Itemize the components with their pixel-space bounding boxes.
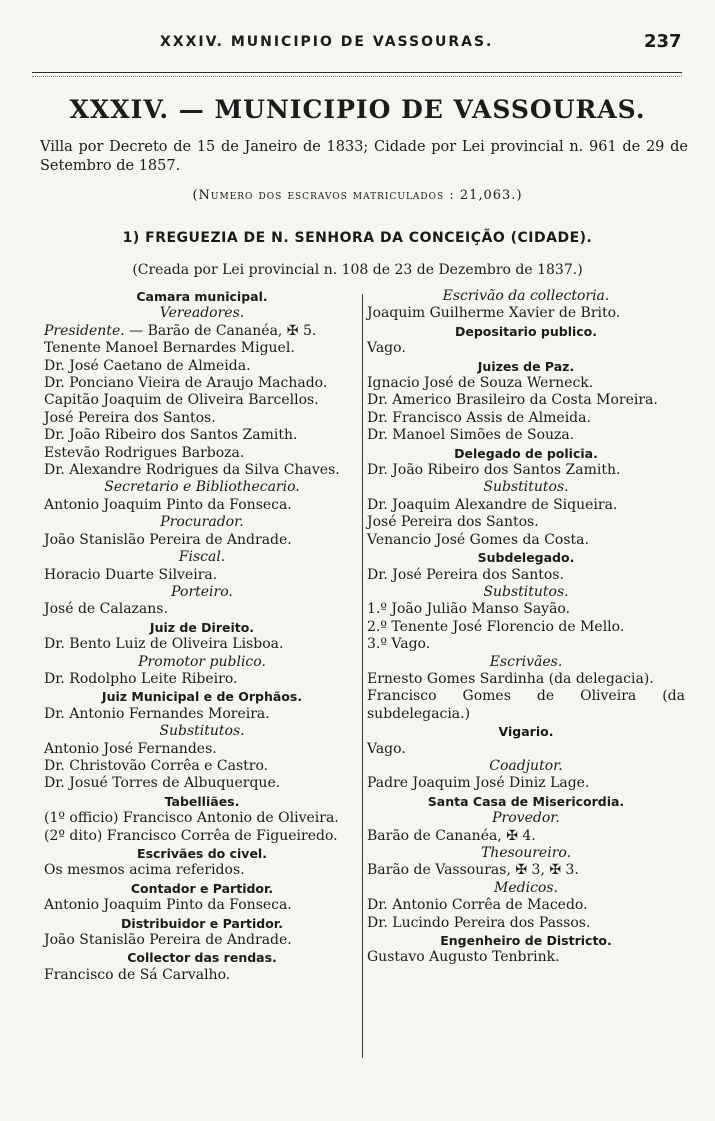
section-subheading: Medicos.: [494, 879, 558, 896]
chapter-title: XXXIV. — MUNICIPIO DE VASSOURAS.: [69, 95, 646, 124]
list-item: Barão de Cananéa, ✠ 4.: [367, 827, 536, 844]
list-item: Antonio José Fernandes.: [44, 740, 217, 757]
page-number: 237: [644, 31, 682, 52]
list-item: Dr. Antonio Fernandes Moreira.: [44, 705, 270, 722]
list-item: (1º officio) Francisco Antonio de Oliveira.: [44, 810, 339, 827]
list-item: 1.º João Julião Manso Sayão.: [367, 601, 571, 618]
list-item: José de Calazans.: [44, 601, 168, 618]
section-heading: Juiz de Direito.: [149, 619, 255, 635]
list-item: Vago.: [367, 340, 406, 357]
list-item: Padre Joaquim José Diniz Lage.: [367, 775, 590, 792]
section-heading: Distribuidor e Partidor.: [121, 915, 283, 931]
section-heading: Camara municipal.: [136, 289, 268, 304]
section-heading: Delegado de policia.: [454, 445, 598, 461]
list-item: Dr. Ponciano Vieira de Araujo Machado.: [44, 375, 328, 392]
parish-note: (Creada por Lei provincial n. 108 de 23 de Dezembro de 1837.): [132, 262, 583, 278]
header-rule-dotted: [32, 76, 682, 77]
list-item: 2.º Tenente José Florencio de Mello.: [367, 618, 625, 635]
header-rule: [32, 72, 682, 73]
section-heading: Collector das rendas.: [127, 950, 277, 966]
section-subheading: Escrivão da collectoria.: [442, 288, 610, 304]
list-item: José Pereira dos Santos.: [367, 514, 539, 531]
list-item: Dr. Antonio Corrêa de Macedo.: [367, 897, 588, 914]
section-heading: Subdelegado.: [477, 550, 575, 566]
running-header: [0, 31, 715, 54]
list-item: Dr. Josué Torres de Albuquerque.: [44, 775, 281, 792]
section-subheading: Porteiro.: [171, 583, 233, 600]
section-subheading: Substitutos.: [159, 723, 245, 740]
list-item: Joaquim Guilherme Xavier de Brito.: [367, 305, 621, 322]
section-heading: Escrivães do civel.: [137, 846, 267, 861]
list-item: Vago.: [367, 740, 406, 757]
list-item: Dr. Francisco Assis de Almeida.: [367, 409, 591, 426]
section-subheading: Fiscal.: [178, 549, 226, 566]
section-heading: Juizes de Paz.: [477, 358, 575, 374]
list-item: Antonio Joaquim Pinto da Fonseca.: [44, 897, 292, 914]
chapter-intro: Villa por Decreto de 15 de Janeiro de 1833; Cidade por Lei provincial n. 961 de 29 de Setembro de 1857.: [40, 139, 688, 174]
list-item: Dr. João Ribeiro dos Santos Zamith.: [367, 462, 621, 479]
left-column: [44, 288, 360, 984]
list-item: Dr. José Caetano de Almeida.: [44, 357, 251, 374]
section-subheading: Procurador.: [160, 514, 244, 531]
list-item: Dr. João Ribeiro dos Santos Zamith.: [44, 427, 298, 444]
section-heading: Depositario publico.: [454, 323, 598, 339]
list-item: Dr. Americo Brasileiro da Costa Moreira.: [367, 392, 658, 409]
section-subheading: Substitutos.: [483, 583, 569, 600]
list-item: Ernesto Gomes Sardinha (da delegacia).: [367, 670, 654, 687]
section-subheading: Substitutos.: [483, 479, 569, 496]
list-item: Dr. Lucindo Pereira dos Passos.: [367, 914, 591, 931]
section-heading: Contador e Partidor.: [130, 880, 274, 896]
section-heading: Tabelliães.: [164, 793, 240, 809]
section-subheading: Thesoureiro.: [480, 845, 572, 861]
parish-title: 1) FREGUEZIA DE N. SENHORA DA CONCEIÇÃO (CIDADE).: [122, 230, 593, 246]
list-item: Barão de Vassouras, ✠ 3, ✠ 3.: [367, 862, 579, 879]
section-heading: Vigario.: [498, 724, 554, 740]
list-item: Dr. Rodolpho Leite Ribeiro.: [44, 670, 238, 687]
list-item: 3.º Vago.: [367, 636, 431, 653]
running-title: XXXIV. MUNICIPIO DE VASSOURAS.: [160, 34, 494, 50]
section-subheading: Escrivães.: [489, 653, 563, 670]
section-heading: Engenheiro de Districto.: [440, 933, 612, 949]
slaves-note: (Numero dos escravos matriculados : 21,063.): [192, 188, 523, 203]
list-item: Dr. José Pereira dos Santos.: [367, 566, 564, 583]
list-item: João Stanislão Pereira de Andrade.: [44, 531, 292, 548]
list-item: Dr. Christovão Corrêa e Castro.: [44, 757, 269, 774]
list-item: Estevão Rodrigues Barboza.: [44, 444, 245, 461]
list-item: Gustavo Augusto Tenbrink.: [367, 949, 560, 966]
list-item: Tenente Manoel Bernardes Miguel.: [44, 340, 295, 357]
section-heading: Santa Casa de Misericordia.: [427, 793, 625, 809]
list-item: José Pereira dos Santos.: [44, 409, 216, 426]
list-item: Os mesmos acima referidos.: [44, 862, 245, 879]
section-subheading: Vereadores.: [159, 305, 245, 322]
list-item: Capitão Joaquim de Oliveira Barcellos.: [44, 392, 319, 409]
right-column: [367, 288, 685, 967]
role-label: Presidente.: [44, 322, 125, 339]
list-item: [44, 323, 360, 340]
section-subheading: Provedor.: [492, 810, 560, 827]
section-subheading: Secretario e Bibliothecario.: [104, 479, 300, 496]
section-subheading: Promotor publico.: [138, 653, 266, 670]
list-item: Francisco Gomes de Oliveira (da subdelegacia.): [367, 688, 685, 722]
list-item: Horacio Duarte Silveira.: [44, 566, 218, 583]
entry-text: — Barão de Cananéa, ✠ 5.: [129, 322, 317, 339]
list-item: Venancio José Gomes da Costa.: [367, 531, 589, 548]
section-subheading: Coadjutor.: [489, 757, 563, 774]
list-item: Antonio Joaquim Pinto da Fonseca.: [44, 496, 292, 513]
list-item: Dr. Alexandre Rodrigues da Silva Chaves.: [44, 462, 340, 479]
list-item: Ignacio José de Souza Werneck.: [367, 375, 594, 392]
section-heading: Juiz Municipal e de Orphãos.: [101, 689, 303, 705]
list-item: João Stanislão Pereira de Andrade.: [44, 932, 292, 949]
list-item: Dr. Bento Luiz de Oliveira Lisboa.: [44, 636, 284, 653]
list-item: Francisco de Sá Carvalho.: [44, 966, 231, 983]
list-item: Dr. Manoel Simões de Souza.: [367, 427, 575, 444]
column-divider: [362, 294, 363, 1058]
list-item: Dr. Joaquim Alexandre de Siqueira.: [367, 496, 618, 513]
list-item: (2º dito) Francisco Corrêa de Figueiredo.: [44, 827, 338, 844]
